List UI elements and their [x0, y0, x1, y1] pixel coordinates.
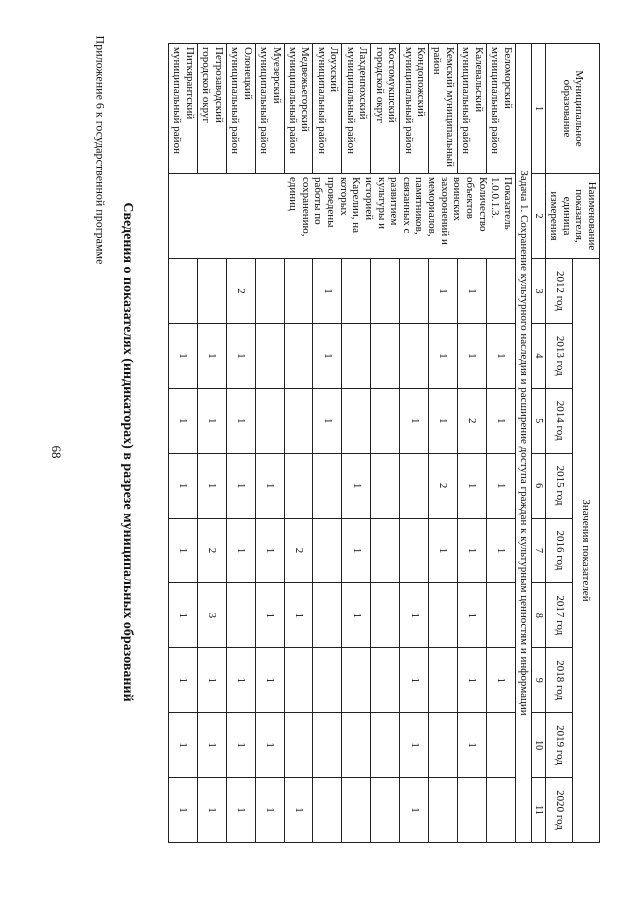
- value-cell: [487, 778, 516, 843]
- table-row: [487, 44, 516, 843]
- municipality-name: Олонецкий муниципальный район: [226, 44, 255, 174]
- value-cell: [371, 583, 400, 648]
- table-row: [284, 44, 313, 843]
- value-cell: [400, 259, 429, 324]
- value-cell: 1: [400, 778, 429, 843]
- value-cell: [371, 648, 400, 713]
- value-cell: [371, 388, 400, 453]
- value-cell: 1: [487, 388, 516, 453]
- value-cell: [342, 388, 371, 453]
- municipality-name: Костомукшский городской округ: [371, 44, 400, 174]
- value-cell: 2: [458, 388, 487, 453]
- value-cell: 1: [400, 388, 429, 453]
- value-cell: 1: [429, 518, 458, 583]
- table-row: [255, 44, 284, 843]
- value-cell: 1: [458, 583, 487, 648]
- value-cell: [313, 648, 342, 713]
- value-cell: 1: [168, 648, 197, 713]
- value-cell: 1: [487, 453, 516, 518]
- table-row: [168, 44, 197, 843]
- header-year: 2020 год: [546, 778, 573, 843]
- table-container: [171, 43, 600, 843]
- value-cell: 1: [255, 713, 284, 778]
- table-row: [226, 44, 255, 843]
- value-cell: [371, 518, 400, 583]
- value-cell: 1: [458, 648, 487, 713]
- value-cell: 1: [458, 453, 487, 518]
- value-cell: [313, 453, 342, 518]
- indicator-name: Показатель 1.0.0.1.3. Количество объектов воинских захоронений и мемориалов, памятников, связанных с развитием культуры и историей Карелии, на которых проведены работы по сохранению, единиц: [168, 174, 515, 259]
- municipality-name: Лахденпохский муниципальный район: [342, 44, 371, 174]
- table-row: [458, 44, 487, 843]
- value-cell: [371, 259, 400, 324]
- value-cell: 1: [458, 323, 487, 388]
- header-indicator: Наименование показателя, единица измерения: [546, 174, 600, 259]
- municipality-name: Петрозаводский городской округ: [197, 44, 226, 174]
- value-cell: 1: [197, 713, 226, 778]
- value-cell: [342, 713, 371, 778]
- value-cell: [400, 323, 429, 388]
- value-cell: 1: [429, 323, 458, 388]
- value-cell: 1: [342, 453, 371, 518]
- column-number: 5: [531, 388, 546, 453]
- value-cell: 1: [197, 323, 226, 388]
- value-cell: [284, 713, 313, 778]
- value-cell: [284, 648, 313, 713]
- value-cell: 1: [342, 518, 371, 583]
- value-cell: 2: [197, 518, 226, 583]
- value-cell: 1: [255, 583, 284, 648]
- column-number: 9: [531, 648, 546, 713]
- value-cell: [313, 713, 342, 778]
- municipality-name: Лоухский муниципальный район: [313, 44, 342, 174]
- column-number: 4: [531, 323, 546, 388]
- value-cell: [371, 778, 400, 843]
- column-number: 1: [531, 44, 546, 174]
- header-year: 2015 год: [546, 453, 573, 518]
- value-cell: [342, 323, 371, 388]
- column-number: 3: [531, 259, 546, 324]
- municipality-name: Муезерский муниципальный район: [255, 44, 284, 174]
- value-cell: 1: [168, 713, 197, 778]
- value-cell: [226, 583, 255, 648]
- value-cell: 1: [226, 518, 255, 583]
- table-body: [168, 44, 515, 843]
- municipality-name: Беломорский муниципальный район: [487, 44, 516, 174]
- header-year: 2017 год: [546, 583, 573, 648]
- value-cell: [255, 259, 284, 324]
- table-row: [313, 44, 342, 843]
- header-year: 2014 год: [546, 388, 573, 453]
- column-number: 11: [531, 778, 546, 843]
- value-cell: 1: [400, 713, 429, 778]
- value-cell: 1: [168, 778, 197, 843]
- value-cell: 1: [168, 388, 197, 453]
- value-cell: [429, 648, 458, 713]
- appendix-note: Приложение 6 к государственной программе: [93, 35, 108, 265]
- header-year: 2019 год: [546, 713, 573, 778]
- value-cell: 1: [255, 778, 284, 843]
- value-cell: [342, 648, 371, 713]
- header-year: 2018 год: [546, 648, 573, 713]
- value-cell: [487, 713, 516, 778]
- value-cell: 2: [284, 518, 313, 583]
- municipality-name: Калевальский муниципальный район: [458, 44, 487, 174]
- value-cell: 1: [226, 648, 255, 713]
- document-title: Сведения о показателях (индикаторах) в разрезе муниципальных образований: [120, 202, 135, 702]
- value-cell: [400, 453, 429, 518]
- value-cell: 1: [458, 259, 487, 324]
- task-row: Задача 1. Сохранение культурного наследия и расширение доступа граждан к культурным ценностям и информации: [515, 44, 531, 843]
- value-cell: [371, 453, 400, 518]
- column-number: 2: [531, 174, 546, 259]
- value-cell: 1: [168, 323, 197, 388]
- value-cell: [429, 583, 458, 648]
- column-number: 6: [531, 453, 546, 518]
- value-cell: 1: [487, 648, 516, 713]
- header-year: 2013 год: [546, 323, 573, 388]
- value-cell: 1: [429, 388, 458, 453]
- municipality-name: Кондопожский муниципальный район: [400, 44, 429, 174]
- value-cell: 1: [487, 518, 516, 583]
- page-number: 68: [49, 445, 64, 459]
- table-row: [400, 44, 429, 843]
- value-cell: 1: [226, 323, 255, 388]
- value-cell: 1: [400, 648, 429, 713]
- value-cell: 1: [313, 388, 342, 453]
- value-cell: [284, 388, 313, 453]
- value-cell: [255, 388, 284, 453]
- value-cell: [400, 518, 429, 583]
- column-number: 8: [531, 583, 546, 648]
- value-cell: 1: [255, 648, 284, 713]
- value-cell: 1: [168, 518, 197, 583]
- value-cell: 1: [342, 583, 371, 648]
- value-cell: 2: [226, 259, 255, 324]
- value-cell: 1: [226, 713, 255, 778]
- value-cell: [313, 778, 342, 843]
- table-row: [197, 44, 226, 843]
- value-cell: 1: [197, 648, 226, 713]
- value-cell: 1: [255, 518, 284, 583]
- municipality-name: Кемский муниципальный район: [429, 44, 458, 174]
- value-cell: 1: [168, 583, 197, 648]
- value-cell: [487, 259, 516, 324]
- value-cell: 1: [400, 583, 429, 648]
- value-cell: 2: [429, 453, 458, 518]
- table-row: [342, 44, 371, 843]
- value-cell: 1: [458, 518, 487, 583]
- value-cell: 1: [226, 778, 255, 843]
- value-cell: 1: [168, 453, 197, 518]
- column-number: 7: [531, 518, 546, 583]
- value-cell: 1: [313, 323, 342, 388]
- column-number: 10: [531, 713, 546, 778]
- value-cell: 1: [226, 453, 255, 518]
- value-cell: 1: [284, 778, 313, 843]
- value-cell: 1: [458, 713, 487, 778]
- table-row: [429, 44, 458, 843]
- value-cell: [197, 259, 226, 324]
- value-cell: [284, 453, 313, 518]
- value-cell: [313, 583, 342, 648]
- value-cell: [342, 259, 371, 324]
- value-cell: 1: [197, 778, 226, 843]
- header-year: 2016 год: [546, 518, 573, 583]
- value-cell: 1: [255, 453, 284, 518]
- value-cell: [342, 778, 371, 843]
- value-cell: [255, 323, 284, 388]
- value-cell: [429, 713, 458, 778]
- value-cell: [487, 583, 516, 648]
- value-cell: [168, 259, 197, 324]
- value-cell: [284, 259, 313, 324]
- value-cell: [313, 518, 342, 583]
- value-cell: [371, 713, 400, 778]
- header-municipality: Муниципальное образование: [546, 44, 600, 174]
- value-cell: 3: [197, 583, 226, 648]
- value-cell: 1: [429, 259, 458, 324]
- value-cell: [458, 778, 487, 843]
- municipality-name: Питкярантский муниципальный район: [168, 44, 197, 174]
- table-row: [371, 44, 400, 843]
- header-values: Значения показателей: [573, 259, 600, 843]
- indicators-table: [168, 43, 600, 843]
- header-year: 2012 год: [546, 259, 573, 324]
- municipality-name: Медвежьегорский муниципальный район: [284, 44, 313, 174]
- value-cell: 1: [226, 388, 255, 453]
- value-cell: [429, 778, 458, 843]
- value-cell: 1: [197, 453, 226, 518]
- value-cell: 1: [284, 583, 313, 648]
- value-cell: 1: [197, 388, 226, 453]
- value-cell: [371, 323, 400, 388]
- value-cell: 1: [487, 323, 516, 388]
- value-cell: [284, 323, 313, 388]
- value-cell: 1: [313, 259, 342, 324]
